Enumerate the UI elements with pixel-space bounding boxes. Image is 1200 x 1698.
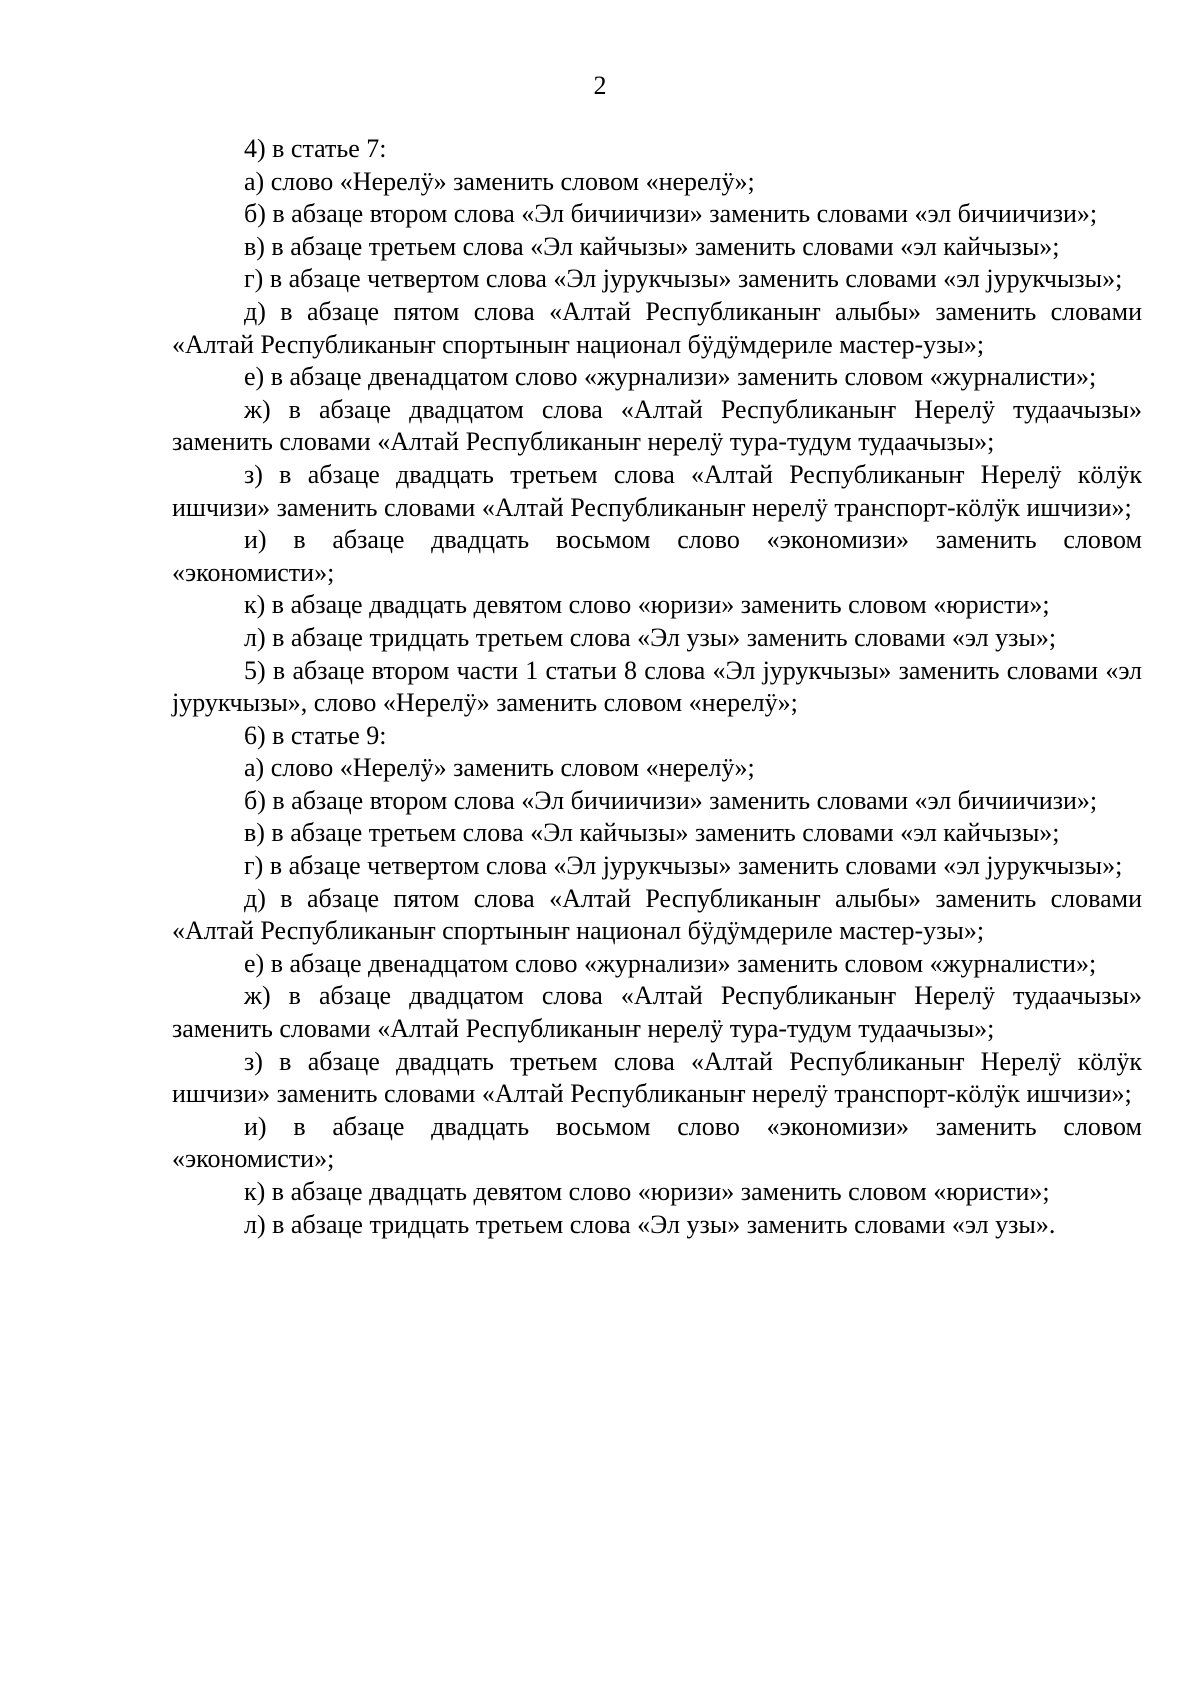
page-number: 2 xyxy=(593,71,607,100)
paragraph: б) в абзаце втором слова «Эл бичиичизи» заменить словами «эл бичиичизи»; xyxy=(244,199,1098,229)
paragraph: 5) в абзаце втором части 1 статьи 8 слова «Эл јурукчызы» заменить словами «эл јурукчызы», слово «Нерелӱ» заменить словом «нерелӱ»; xyxy=(172,655,1142,718)
paragraph: е) в абзаце двенадцатом слово «журнализи» заменить словом «журналисти»; xyxy=(244,948,1097,978)
paragraph: в) в абзаце третьем слова «Эл кайчызы» заменить словами «эл кайчызы»; xyxy=(244,231,1060,261)
paragraph: ж) в абзаце двадцатом слова «Алтай Республиканыҥ Нерелӱ тудаачызы» заменить словами «Алтай Республиканыҥ нерелӱ тура-тудум тудаачызы»; xyxy=(172,394,1142,457)
document-body xyxy=(172,133,1142,1241)
paragraph: г) в абзаце четвертом слова «Эл јурукчызы» заменить словами «эл јурукчызы»; xyxy=(244,851,1123,881)
paragraph: к) в абзаце двадцать девятом слово «юризи» заменить словом «юристи»; xyxy=(244,1177,1050,1206)
paragraph: а) слово «Нерелӱ» заменить словом «нерелӱ»; xyxy=(244,166,755,196)
paragraph: л) в абзаце тридцать третьем слова «Эл узы» заменить словами «эл узы»; xyxy=(244,622,1057,652)
paragraph: з) в абзаце двадцать третьем слова «Алтай Республиканыҥ Нерелӱ кӧлӱк ишчизи» заменить словами «Алтай Республиканыҥ нерелӱ транспорт-кӧлӱк ишчизи»; xyxy=(172,459,1142,522)
paragraph: и) в абзаце двадцать восьмом слово «экономизи» заменить словом «экономисти»; xyxy=(172,525,1142,587)
paragraph: а) слово «Нерелӱ» заменить словом «нерелӱ»; xyxy=(244,753,755,783)
paragraph: д) в абзаце пятом слова «Алтай Республиканыҥ алыбы» заменить словами «Алтай Республиканыҥ спортыныҥ национал бӱдӱмдериле мастер-узы»; xyxy=(172,883,1142,946)
paragraph: в) в абзаце третьем слова «Эл кайчызы» заменить словами «эл кайчызы»; xyxy=(244,818,1060,848)
paragraph: 6) в статье 9: xyxy=(244,720,387,750)
paragraph: е) в абзаце двенадцатом слово «журнализи» заменить словом «журналисти»; xyxy=(244,362,1097,392)
paragraph: д) в абзаце пятом слова «Алтай Республиканыҥ алыбы» заменить словами «Алтай Республиканыҥ спортыныҥ национал бӱдӱмдериле мастер-узы»; xyxy=(172,296,1142,359)
paragraph: б) в абзаце втором слова «Эл бичиичизи» заменить словами «эл бичиичизи»; xyxy=(244,785,1098,815)
paragraph: г) в абзаце четвертом слова «Эл јурукчызы» заменить словами «эл јурукчызы»; xyxy=(244,264,1123,294)
paragraph: и) в абзаце двадцать восьмом слово «экономизи» заменить словом «экономисти»; xyxy=(172,1111,1142,1174)
paragraph: 4) в статье 7: xyxy=(244,134,387,163)
paragraph: к) в абзаце двадцать девятом слово «юризи» заменить словом «юристи»; xyxy=(244,590,1050,620)
paragraph: ж) в абзаце двадцатом слова «Алтай Республиканыҥ Нерелӱ тудаачызы» заменить словами «Алтай Республиканыҥ нерелӱ тура-тудум тудаачызы»; xyxy=(172,981,1142,1044)
paragraph: л) в абзаце тридцать третьем слова «Эл узы» заменить словами «эл узы». xyxy=(244,1209,1056,1239)
paragraph: з) в абзаце двадцать третьем слова «Алтай Республиканыҥ Нерелӱ кӧлӱк ишчизи» заменить словами «Алтай Республиканыҥ нерелӱ транспорт-кӧлӱк ишчизи»; xyxy=(172,1046,1142,1109)
